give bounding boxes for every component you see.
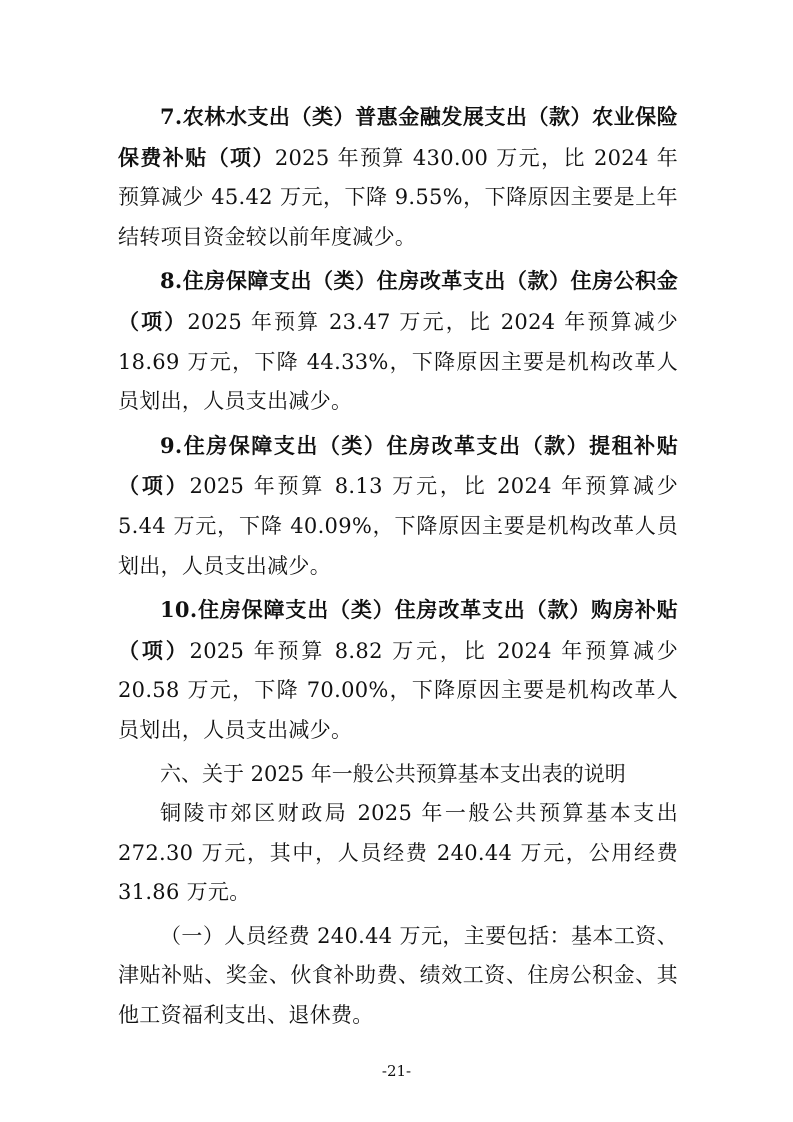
document-page	[118, 97, 678, 1036]
paragraph-10	[118, 590, 678, 750]
paragraph-10-title: 10.住房保障支出（类）住房改革支出（款）购房补贴（项）	[118, 597, 678, 663]
paragraph-9	[118, 426, 678, 586]
paragraph-9-title: 9.住房保障支出（类）住房改革支出（款）提租补贴（项）	[118, 432, 678, 499]
page-number: -21-	[381, 1062, 412, 1080]
paragraph-8-title: 8.住房保障支出（类）住房改革支出（款）住房公积金（项）	[118, 268, 678, 334]
paragraph-7-body: 2025 年预算 430.00 万元，比 2024 年预算减少 45.42 万元，下降 9.55%，下降原因主要是上年结转项目资金较以前年度减少。	[118, 145, 678, 249]
paragraph-7	[118, 97, 678, 257]
paragraph-7-title: 7.农林水支出（类）普惠金融发展支出（款）农业保险保费补贴（项）	[118, 104, 678, 170]
paragraph-8	[118, 261, 678, 421]
section-body: 铜陵市郊区财政局 2025 年一般公共预算基本支出 272.30 万元，其中，人员经费 240.44 万元，公用经费 31.86 万元。	[118, 801, 678, 905]
sub-item-personnel: （一）人员经费 240.44 万元，主要包括：基本工资、津贴补贴、奖金、伙食补助费、绩效工资、住房公积金、其他工资福利支出、退休费。	[118, 923, 678, 1028]
paragraph-9-body: 2025 年预算 8.13 万元，比 2024 年预算减少 5.44 万元，下降 40.09%，下降原因主要是机构改革人员划出，人员支出减少。	[118, 474, 678, 578]
paragraph-8-body: 2025 年预算 23.47 万元，比 2024 年预算减少 18.69 万元，下降 44.33%，下降原因主要是机构改革人员划出，人员支出减少。	[118, 309, 678, 414]
section-heading: 六、关于 2025 年一般公共预算基本支出表的说明	[160, 761, 626, 786]
paragraph-10-body: 2025 年预算 8.82 万元，比 2024 年预算减少 20.58 万元，下降 70.00%，下降原因主要是机构改革人员划出，人员支出减少。	[118, 638, 678, 742]
